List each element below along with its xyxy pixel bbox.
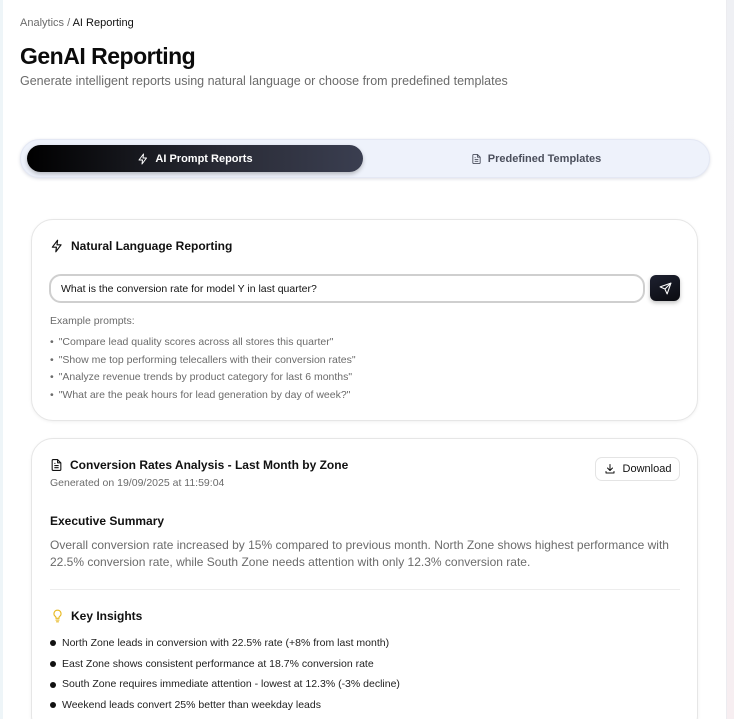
document-icon: [471, 153, 482, 165]
breadcrumb: [20, 17, 134, 29]
tab-label: Predefined Templates: [487, 152, 602, 165]
example-prompts-list: [50, 334, 356, 405]
insight-item: [50, 674, 400, 695]
report-mode-tabs: [20, 139, 710, 178]
download-icon: [604, 463, 616, 475]
send-icon: [659, 282, 672, 295]
key-insights-list: [50, 633, 400, 716]
download-button[interactable]: [595, 457, 680, 481]
natural-language-card: [31, 219, 698, 421]
insight-text: South Zone requires immediate attention - lowest at 12.3% (-3% decline): [62, 678, 400, 691]
report-title-text: Conversion Rates Analysis - Last Month by Zone: [70, 458, 349, 472]
executive-summary-text: Overall conversion rate increased by 15% compared to previous month. North Zone shows highest performance with 22.5% conversion rate, while South Zone needs attention with only 12.3% conversion rate.: [50, 538, 669, 569]
report-generated-timestamp: Generated on 19/09/2025 at 11:59:04: [50, 477, 225, 489]
example-prompt[interactable]: • "Analyze revenue trends by product category for last 6 months": [50, 369, 356, 387]
insight-text: East Zone shows consistent performance at 18.7% conversion rate: [62, 657, 374, 670]
examples-label: Example prompts:: [50, 315, 135, 327]
section-divider: [50, 589, 680, 590]
insight-item: [50, 695, 400, 716]
page-title: GenAI Reporting: [20, 43, 196, 69]
scrollbar-track[interactable]: [726, 0, 734, 719]
left-edge-strip: [0, 0, 3, 719]
insight-text: Weekend leads convert 25% better than weekday leads: [62, 699, 321, 712]
breadcrumb-analytics[interactable]: Analytics: [20, 17, 65, 29]
breadcrumb-separator: /: [64, 17, 73, 29]
bullet-icon: [50, 682, 56, 688]
lightning-icon: [137, 153, 149, 165]
card-title-text: Natural Language Reporting: [71, 239, 233, 253]
report-card: [31, 438, 698, 719]
insight-item: [50, 654, 400, 675]
download-label: Download: [622, 463, 672, 475]
bullet-icon: [50, 661, 56, 667]
tab-label: AI Prompt Reports: [155, 152, 253, 165]
example-prompt[interactable]: • "Compare lead quality scores across all stores this quarter": [50, 334, 356, 352]
lightbulb-icon: [52, 609, 63, 623]
key-insights-title: Key Insights: [71, 609, 143, 623]
lightning-icon: [50, 239, 64, 253]
prompt-input[interactable]: [49, 274, 645, 303]
card-title: [50, 239, 232, 253]
example-prompt[interactable]: • "What are the peak hours for lead generation by day of week?": [50, 387, 356, 405]
insight-item: [50, 633, 400, 654]
page-subtitle: Generate intelligent reports using natural language or choose from predefined templates: [20, 74, 508, 88]
tab-ai-prompt-reports[interactable]: [27, 145, 363, 172]
insight-text: North Zone leads in conversion with 22.5% rate (+8% from last month): [62, 637, 390, 649]
executive-summary-heading: Executive Summary: [50, 514, 165, 528]
send-button[interactable]: [650, 275, 680, 301]
bullet-icon: [50, 640, 56, 646]
report-title: [50, 458, 348, 472]
document-icon: [50, 458, 63, 472]
breadcrumb-current: AI Reporting: [72, 17, 134, 29]
tab-predefined-templates[interactable]: [368, 145, 704, 172]
bullet-icon: [50, 702, 56, 708]
example-prompt[interactable]: • "Show me top performing telecallers with their conversion rates": [50, 352, 356, 370]
key-insights-heading: [52, 609, 142, 623]
